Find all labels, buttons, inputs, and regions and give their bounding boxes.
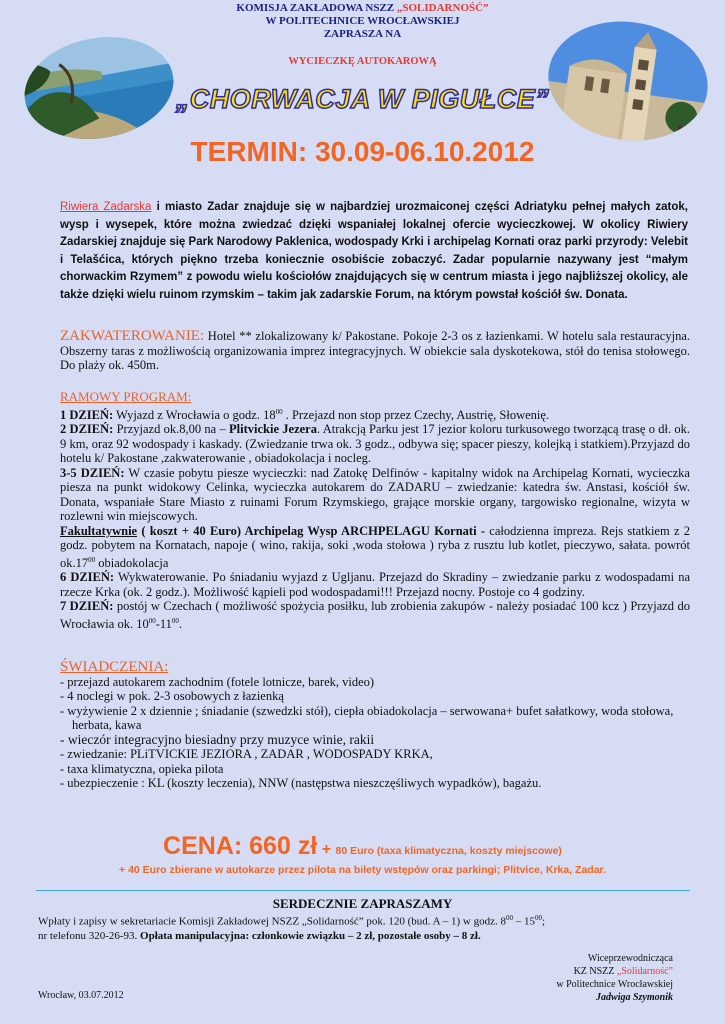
riwiera-link[interactable]: Riwiera Zadarska — [60, 201, 152, 213]
header-line-1: KOMISJA ZAKŁADOWA NSZZ „SOLIDARNOŚĆ” — [236, 2, 489, 14]
benefits-label: ŚWIADCZENIA: — [60, 659, 169, 675]
header-trip-type: WYCIECZKĘ AUTOKAROWĄ — [288, 56, 437, 67]
benefit-item: - wieczór integracyjno biesiadny przy muzyce winie, rakii — [60, 731, 375, 747]
benefit-item: - wyżywienie 2 x dziennie ; śniadanie (szwedzki stół), ciepła obiadokolacja – serwowana+ bufet sałatkowy, woda stołowa, herbata, kawa — [60, 703, 674, 732]
benefit-item: - przejazd autokarem zachodnim (fotele lotnicze, barek, video) — [60, 674, 375, 689]
benefit-item: - 4 noclegi w pok. 2-3 osobowych z łazienką — [60, 689, 284, 703]
program-day-7: 7 DZIEŃ: postój w Czechach ( możliwość spożycia posiłku, lub zrobienia zakupów - należy posiadać 100 kcz ) Przyjazd do Wrocławia ok. $10^{00}-11^{00}$. — [60, 599, 690, 631]
header-line-2: W POLITECHNICE WROCŁAWSKIEJ — [265, 15, 460, 27]
accommodation-section: ZAKWATEROWANIE: Hotel ** zlokalizowany k/ Pakostane. Pokoje 2-3 os z łazienkami. W hotelu sala restauracyjna. Obszerny taras z możliwością organizowania imprez integracyjnych. W obiekcie sala dyskotekowa, stół do tenisa stołowego. Do plaży ok. 450m. — [60, 328, 690, 372]
footer-heading: SERDECZNIE ZAPRASZAMY — [272, 896, 453, 911]
signature-block: Wiceprzewodnicząca KZ NSZZ „Solidarność” w Politechnice Wrocławskiej Jadwiga Szymonik — [556, 953, 673, 1003]
benefits-section — [60, 660, 690, 791]
header-line-3: ZAPRASZA NA — [323, 28, 402, 40]
price-line: CENA: 660 zł + 80 Euro (taxa klimatyczna, koszty miejscowe) — [163, 832, 562, 860]
price-extra-line: + 40 Euro zbierane w autokarze przez pilota na bilety wstępów oraz parkingi; Plitvice, Krka, Zadar. — [119, 864, 606, 876]
divider — [36, 890, 690, 891]
accommodation-label: ZAKWATEROWANIE: — [60, 328, 205, 344]
intro-paragraph: Riwiera Zadarska i miasto Zadar znajduje się w najbardziej urozmaiconej części Adriatyku pełnej małych zatok, wysp i wysepek, które można zwiedzać dzięki wspaniałej lokalnej ofercie wycieczkowej. W okolicy Riwiery Zadarskiej znajduje się Park Narodowy Paklenica, wodospady Krki i archipelag Kornati oraz parki przyrody: Velebit i Telašćica, których piękno trzeba koniecznie osobiście zobaczyć. Zadar popularnie nazywany jest “małym chorwackim Rzymem” z powodu wielu kościołów znajdujących się w centrum miasta i jego najbliższej okolicy, ale także dzięki wielu ruinom rzymskim – takim jak zadarskie Forum, na którym powstał kościół św. Donata. — [60, 201, 688, 301]
benefit-item: - ubezpieczenie : KL (koszty leczenia), NNW (następstwa nieszczęśliwych wypadków), bagażu. — [60, 776, 542, 790]
benefit-item: - taxa klimatyczna, opieka pilota — [60, 761, 224, 776]
program-day-3-5: 3-5 DZIEŃ: W czasie pobytu piesze wycieczki: nad Zatokę Delfinów - kapitalny widok na Archipelag Kornati, wycieczka piesza na punkt widokowy Celinka, wycieczka autokarem do ZADARU – zwiedzanie: katedra św. Anstasi, kościół św. Donata, wspaniałe Stare Miasto z ruinami Forum Rzymskiego, grające morskie organy, targowisko regionalne, wizyta w rozlewni win miejscowych. — [60, 465, 690, 524]
document-date: Wrocław, 03.07.2012 — [38, 990, 124, 1001]
footer-info: Wpłaty i zapisy w sekretariacie Komisji Zakładowej NSZZ „Solidarność” pok. 120 (bud. A – 1) w godz. $8^{00} - 15^{00}$; nr telefonu 320-26-93. Opłata manipulacyjna: członkowie związku – 2 zł, pozostałe osoby – 8 zł. — [38, 914, 546, 942]
trip-title: „CHORWACJA W PIGUŁCE” — [175, 84, 550, 114]
program-label: RAMOWY PROGRAM: — [60, 389, 192, 404]
program-day-6: 6 DZIEŃ: Wykwaterowanie. Po śniadaniu wyjazd z Ugljanu. Przejazd do Skradiny – zwiedzanie parku z wodospadami na rzecze Krka (ok. 2 godz.). Możliwość kąpieli pod wodospadami!!! Przejazd nocny. Postoje co 4 godziny. — [60, 570, 690, 599]
program-day-2: 2 DZIEŃ: Przyjazd ok.8,00 na – Plitvickie Jezera. Atrakcją Parku jest 17 jezior koloru turkusowego tworzącą trasę o dł. ok. 9 km, oraz 92 wodospady i kaskady. (Zwiedzanie trwa ok. 3 godz., odbywa się; spacer pieszy, kolejką i statkiem).Przyjazd do hotelu k/ Pakostane ,zakwaterowanie , obiadokolacja i nocleg. — [60, 422, 690, 466]
benefit-item: - zwiedzanie: PLiTVICKIE JEZIORA , ZADAR , WODOSPADY KRKA, — [60, 747, 433, 761]
program-section — [60, 390, 690, 631]
trip-dates: TERMIN: 30.09-06.10.2012 — [190, 136, 535, 167]
program-day-1: 1 DZIEŃ: Wyjazd z Wrocławia o godz. $18^{00}$ . Przejazd non stop przez Czechy, Austrię, Słowenię. — [60, 407, 550, 422]
program-optional: Fakultatywnie ( koszt + 40 Euro) Archipelag Wysp ARCHPELAGU Kornati - całodzienna impreza. Rejs statkiem z 2 godz. pobytem na Kornatach, napoje ( wino, rakija, soki ,woda stołowa ) ryba z rusztu lub kotlet, pieczywo, sałata. powrót $ok.17^{00}$ obiadokolacja — [60, 523, 691, 570]
